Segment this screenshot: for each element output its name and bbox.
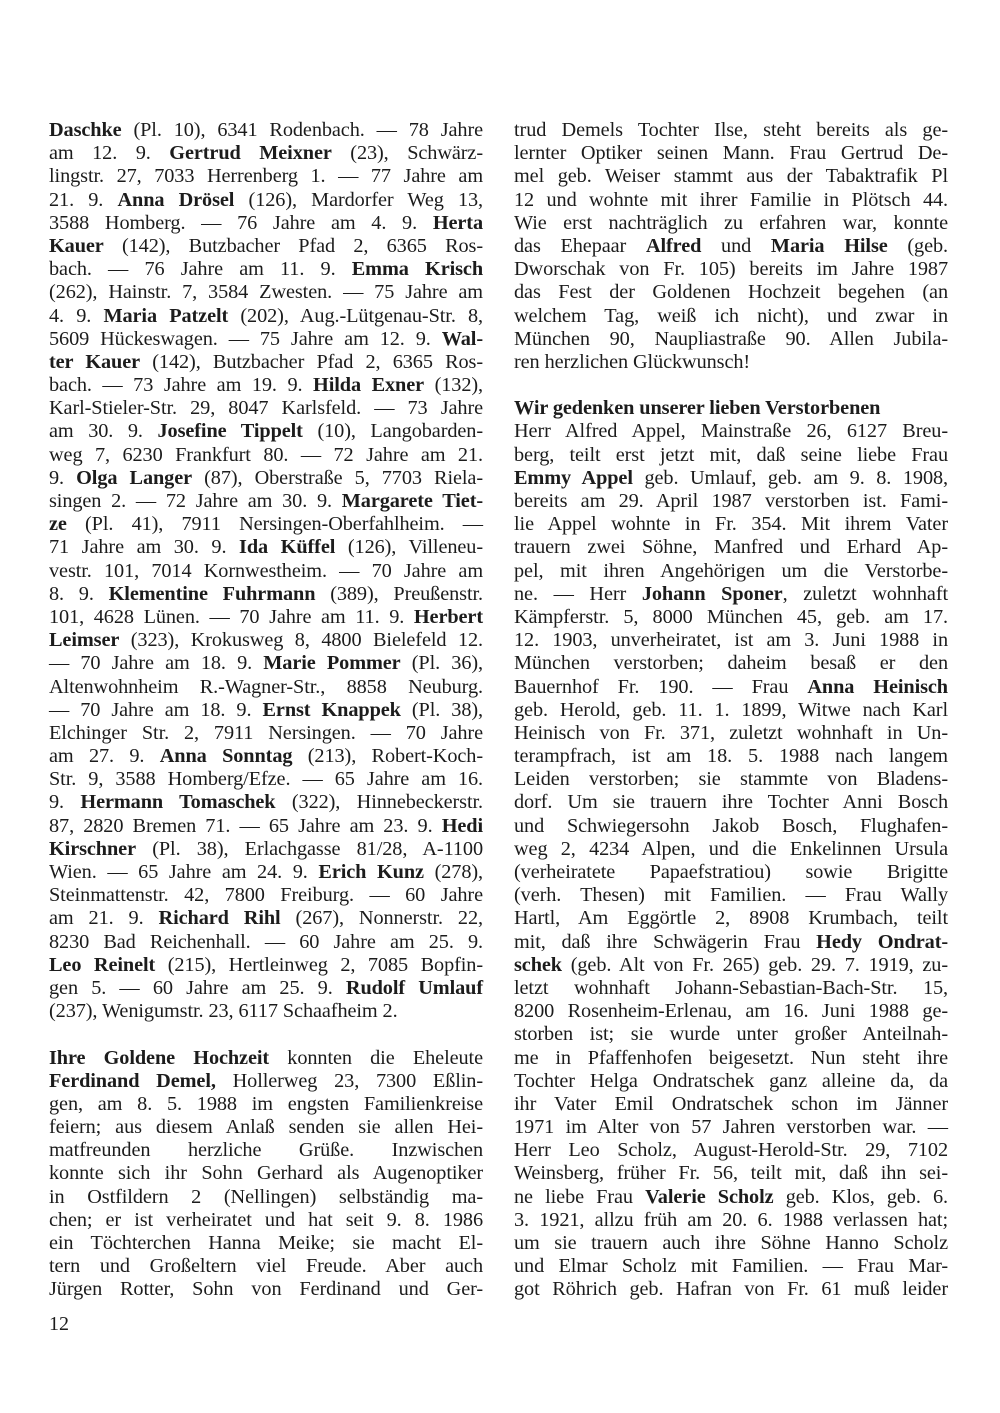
text-run: gen, am 8. 5. 1988 im engsten Familienkreise	[49, 1092, 483, 1115]
text-line	[49, 1116, 483, 1139]
text-run: 3. 1921, allzu früh am 20. 6. 1988 verlassen hat;	[514, 1208, 948, 1231]
text-run: Heinisch von Fr. 371, zuletzt wohnhaft in Un-	[514, 721, 948, 744]
text-run: in Ostfildern 2 (Nellingen) selbständig ma-	[49, 1185, 483, 1208]
text-line	[514, 328, 948, 351]
text-run: (262), Hainstr. 7, 3584 Zwesten. — 75 Jahre am	[49, 281, 483, 304]
text-run: storben ist; sie wurde unter großer Anteilnah-	[514, 1023, 948, 1046]
text-line	[49, 235, 483, 258]
text-line	[514, 1162, 948, 1185]
text-line	[514, 815, 948, 838]
text-line	[49, 676, 483, 699]
text-line	[49, 258, 483, 281]
text-line	[514, 931, 948, 954]
text-run: (142), Butzbacher Pfad 2, 6365 Ros-	[140, 350, 484, 373]
text-run: 21. 9.	[49, 188, 118, 211]
text-run: (132),	[424, 374, 484, 397]
text-run: (geb. Alt von Fr. 265) geb. 29. 7. 1919, zu-	[561, 953, 948, 976]
text-line	[49, 1047, 483, 1070]
text-line	[514, 281, 948, 304]
text-run: Wien. — 65 Jahre am 24. 9.	[49, 861, 319, 883]
text-line	[514, 1047, 948, 1070]
text-line	[49, 1232, 483, 1255]
text-run: 87, 2820 Bremen 71. — 65 Jahre am 23. 9.	[49, 814, 442, 837]
bold-name: Ida Küffel	[239, 536, 336, 559]
bold-name: Olga Langer	[76, 466, 193, 489]
text-run: (23), Schwärz-	[331, 142, 483, 165]
bold-name: Maria Patzelt	[103, 304, 229, 327]
text-line	[49, 722, 483, 745]
text-run: Hollerweg 23, 7300 Eßlin-	[215, 1069, 483, 1092]
text-run: 71 Jahre am 30. 9.	[49, 536, 240, 559]
bold-name: Daschke	[49, 119, 122, 141]
text-run: München 90, Naupliastraße 90. Allen Jubila-	[514, 327, 948, 350]
text-line	[514, 212, 948, 235]
text-line	[514, 1116, 948, 1139]
bold-name: Hedy Ondrat-	[816, 930, 948, 953]
bold-name: Marie Pommer	[263, 652, 401, 675]
text-line	[49, 745, 483, 768]
text-run: — 70 Jahre am 18. 9.	[49, 698, 263, 721]
text-line	[49, 212, 483, 235]
text-run: (126), Mardorfer Weg 13,	[234, 188, 484, 211]
text-line	[49, 606, 483, 629]
text-run: (213), Robert-Koch-	[292, 745, 483, 768]
text-run: ne liebe Frau	[514, 1185, 646, 1208]
bold-name: Ferdinand Demel,	[49, 1069, 216, 1092]
paragraph	[514, 119, 948, 374]
text-run: 8. 9.	[49, 582, 109, 605]
text-run: 12. 1903, unverheiratet, ist am 3. Juni 1988 in	[514, 629, 948, 652]
text-run: (10), Langobarden-	[302, 420, 483, 443]
text-run: 8230 Bad Reichenhall. — 60 Jahre am 25. 9.	[49, 930, 483, 953]
text-line	[514, 791, 948, 814]
text-line	[514, 606, 948, 629]
text-run: (237), Wenigumstr. 23, 6117 Schaafheim 2.	[49, 1000, 398, 1023]
text-line	[514, 1255, 948, 1278]
text-line	[514, 1000, 948, 1023]
text-line	[49, 328, 483, 351]
text-run: (126), Villeneu-	[335, 536, 483, 559]
bold-name: Hermann Tomaschek	[80, 791, 276, 814]
paragraph	[514, 397, 948, 1301]
text-line	[49, 838, 483, 861]
text-line	[514, 467, 948, 490]
text-line	[49, 1000, 483, 1023]
text-line	[514, 1070, 948, 1093]
text-run: got Röhrich geb. Hafran von Fr. 61 muß leider	[514, 1278, 948, 1301]
bold-name: Rudolf Umlauf	[345, 976, 484, 999]
text-run: singen 2. — 72 Jahre am 30. 9.	[49, 490, 342, 512]
text-run: (202), Aug.-Lütgenau-Str. 8,	[228, 304, 483, 327]
text-line	[49, 768, 483, 791]
text-run: (389), Preußenstr.	[315, 582, 483, 605]
text-line	[49, 907, 483, 930]
text-run: (Pl. 38),	[400, 698, 483, 721]
text-line	[514, 165, 948, 188]
text-run: 3588 Homberg. — 76 Jahre am 4. 9.	[49, 211, 433, 234]
text-run: konnte sich ihr Sohn Gerhard als Augenoptiker	[49, 1162, 483, 1185]
text-run: (Pl. 41), 7911 Nersingen-Oberfahlheim. —	[66, 513, 483, 536]
text-line	[514, 490, 948, 513]
text-line	[49, 1255, 483, 1278]
text-run: (geb.	[887, 234, 948, 257]
text-run: Dworschak von Fr. 105) bereits im Jahre 1987	[514, 258, 948, 281]
text-line	[49, 536, 483, 559]
text-run: trauern zwei Söhne, Manfred und Erhard Ap-	[514, 536, 948, 559]
text-run: ihr Vater Emil Ondratschek schon im Jänner	[514, 1092, 948, 1115]
text-line	[49, 1209, 483, 1232]
bold-name: Ihre Goldene Hochzeit	[49, 1046, 270, 1069]
text-run: (322), Hinnebeckerstr.	[275, 791, 483, 814]
text-line	[49, 931, 483, 954]
left-column	[49, 119, 483, 1302]
text-run: terampfrach, ist am 18. 5. 1988 nach langem	[514, 745, 948, 768]
text-line	[514, 629, 948, 652]
section-heading: Wir gedenken unserer lieben Verstorbenen	[514, 397, 881, 420]
text-run: (Pl. 36),	[400, 652, 483, 675]
text-run: (278),	[423, 861, 483, 883]
text-run: Karl-Stieler-Str. 29, 8047 Karlsfeld. — 73 Jahre	[49, 397, 483, 420]
bold-name: Emma Krisch	[351, 258, 483, 281]
bold-name: ze	[49, 513, 67, 536]
text-line	[514, 676, 948, 699]
text-line	[514, 652, 948, 675]
text-line	[49, 977, 483, 1000]
text-line	[514, 977, 948, 1000]
bold-name: Erich Kunz	[318, 861, 424, 883]
text-line	[49, 119, 483, 142]
text-run: Hartl, Am Eggörtle 2, 8908 Krumbach, teilt	[514, 907, 948, 930]
text-line	[514, 560, 948, 583]
text-line	[514, 189, 948, 212]
text-line	[514, 1186, 948, 1209]
text-run: bereits am 29. April 1987 verstorben ist. Fami-	[514, 490, 948, 512]
text-line	[514, 699, 948, 722]
bold-name: Herta	[432, 211, 483, 234]
text-line	[49, 699, 483, 722]
text-line	[49, 1139, 483, 1162]
text-run: (Pl. 10), 6341 Rodenbach. — 78 Jahre	[121, 119, 483, 141]
text-run: 9.	[49, 466, 77, 489]
text-line	[514, 305, 948, 328]
text-run: gen 5. — 60 Jahre am 25. 9.	[49, 976, 346, 999]
text-line	[514, 861, 948, 884]
text-run: 8200 Rosenheim-Erlenau, am 16. Juni 1988 ge-	[514, 1000, 948, 1023]
text-line	[514, 1232, 948, 1255]
text-line	[514, 745, 948, 768]
bold-name: Johann Sponer	[641, 582, 783, 605]
text-line	[514, 235, 948, 258]
text-line	[49, 374, 483, 397]
text-run: das Fest der Goldenen Hochzeit begehen (an	[514, 281, 948, 304]
text-run: das Ehepaar	[514, 234, 646, 257]
text-run: und Schwiegersohn Jakob Bosch, Flughafen-	[514, 814, 948, 837]
text-line	[49, 1186, 483, 1209]
bold-name: Klementine Fuhrmann	[108, 582, 316, 605]
text-line	[514, 1139, 948, 1162]
text-run: ne. — Herr	[514, 582, 642, 605]
text-run: dorf. Um sie trauern ihre Tochter Anni Bosch	[514, 791, 948, 814]
text-line	[514, 1278, 948, 1301]
text-run: matfreunden herzliche Grüße. Inzwischen	[49, 1139, 483, 1162]
text-run: ein Töchterchen Hanna Meike; sie macht El-	[49, 1232, 483, 1254]
bold-name: Ernst Knappek	[262, 698, 401, 721]
bold-name: Richard Rihl	[158, 907, 281, 930]
text-line	[49, 444, 483, 467]
text-run: Herr Alfred Appel, Mainstraße 26, 6127 Breu-	[514, 420, 948, 443]
bold-name: Wal-	[441, 327, 483, 350]
text-run: (142), Butzbacher Pfad 2, 6365 Ros-	[103, 234, 483, 257]
text-line	[49, 560, 483, 583]
paragraph	[49, 1047, 483, 1302]
bold-name: Anna Sonntag	[159, 745, 293, 768]
text-line	[49, 1070, 483, 1093]
text-run: (verh. Thesen) mit Familien. — Frau Wally	[514, 884, 948, 907]
text-line	[514, 351, 948, 374]
text-run: me in Pfaffenhofen beigesetzt. Nun steht ihre	[514, 1046, 948, 1069]
text-run: 12 und wohnte mit ihrer Familie in Plötsch 44.	[514, 188, 948, 211]
text-line	[49, 583, 483, 606]
text-line	[49, 1093, 483, 1116]
text-line	[49, 420, 483, 443]
text-line	[514, 884, 948, 907]
text-run: lingstr. 27, 7033 Herrenberg 1. — 77 Jahre am	[49, 165, 483, 188]
text-run: (verheiratete Papaefstratiou) sowie Brigitte	[514, 861, 948, 883]
bold-name: Leimser	[49, 629, 120, 652]
text-line	[514, 444, 948, 467]
text-run: weg 2, 4234 Alpen, und die Enkelinnen Ursula	[514, 837, 948, 860]
right-column	[514, 119, 948, 1302]
text-run: Tochter Helga Ondratschek ganz alleine da, da	[514, 1069, 948, 1092]
text-line	[49, 397, 483, 420]
text-line	[514, 258, 948, 281]
text-run: Kämpferstr. 5, 8000 München 45, geb. am 17.	[514, 605, 948, 628]
text-run: am 30. 9.	[49, 420, 158, 443]
bold-name: Alfred	[645, 234, 702, 257]
bold-name: Kirschner	[49, 837, 136, 860]
text-run: welchem Tag, weiß ich nicht), und zwar in	[514, 304, 948, 327]
text-line	[514, 536, 948, 559]
text-line	[49, 629, 483, 652]
bold-name: Emmy Appel	[514, 466, 633, 489]
text-run: lie Appel wohnte in Fr. 354. Mit ihrem Vater	[514, 513, 948, 536]
bold-name: Josefine Tippelt	[157, 420, 303, 443]
bold-name: Anna Drösel	[117, 188, 235, 211]
text-run: München verstorben; daheim besaß er den	[514, 652, 948, 675]
text-line	[49, 189, 483, 212]
text-line	[49, 351, 483, 374]
text-run: und	[701, 234, 771, 257]
text-run: tern und Großeltern viel Freude. Aber auch	[49, 1255, 483, 1278]
text-run: chen; er ist verheiratet und hat seit 9. 8. 1986	[49, 1208, 483, 1231]
text-run: geb. Klos, geb. 6.	[773, 1185, 948, 1208]
text-run: vestr. 101, 7014 Kornwestheim. — 70 Jahre am	[49, 559, 483, 582]
text-line	[49, 513, 483, 536]
bold-name: ter Kauer	[49, 350, 141, 373]
text-run: konnten die Eheleute	[269, 1046, 483, 1069]
text-run: Herr Leo Scholz, August-Herold-Str. 29, 7102	[514, 1139, 948, 1162]
text-run: 5609 Hückeswagen. — 75 Jahre am 12. 9.	[49, 327, 442, 350]
text-run: , zuletzt wohnhaft	[782, 582, 949, 605]
text-run: lernter Optiker seinen Mann. Frau Gertrud De-	[514, 142, 948, 165]
text-run: um sie trauern auch ihre Söhne Hanno Scholz	[514, 1232, 948, 1254]
text-line	[49, 791, 483, 814]
bold-name: Herbert	[413, 605, 483, 628]
text-run: ren herzlichen Glückwunsch!	[514, 350, 751, 373]
text-run: bach. — 76 Jahre am 11. 9.	[49, 258, 352, 281]
text-line	[49, 165, 483, 188]
bold-name: schek	[514, 953, 562, 976]
text-line	[514, 513, 948, 536]
text-run: Weinsberg, früher Fr. 56, teilt mit, daß ihn sei-	[514, 1162, 948, 1185]
bold-name: Kauer	[49, 234, 104, 257]
text-line	[49, 490, 483, 513]
paragraph	[49, 119, 483, 1023]
text-run: geb. Umlauf, geb. am 9. 8. 1908,	[632, 466, 948, 489]
bold-name: Hedi	[441, 814, 483, 837]
text-run: weg 7, 6230 Frankfurt 80. — 72 Jahre am 21.	[49, 443, 483, 466]
text-run: trud Demels Tochter Ilse, steht bereits als ge-	[514, 119, 948, 141]
text-run: Wie erst nachträglich zu erfahren war, konnte	[514, 211, 948, 234]
bold-name: Margarete Tiet-	[341, 490, 484, 512]
page-number: 12	[49, 1313, 69, 1335]
text-run: berg, teilt erst jetzt mit, daß seine liebe Frau	[514, 443, 948, 466]
text-run: 1971 im Alter von 57 Jahren verstorben war. —	[514, 1116, 948, 1139]
text-line	[49, 652, 483, 675]
text-run: Str. 9, 3588 Homberg/Efze. — 65 Jahre am 16.	[49, 768, 483, 791]
text-run: bach. — 73 Jahre am 19. 9.	[49, 374, 314, 397]
text-run: letzt wohnhaft Johann-Sebastian-Bach-Str. 15,	[514, 976, 948, 999]
text-run: mit, daß ihre Schwägerin Frau	[514, 930, 817, 953]
text-run: am 12. 9.	[49, 142, 170, 165]
text-run: am 21. 9.	[49, 907, 159, 930]
text-line	[514, 907, 948, 930]
text-line	[49, 861, 483, 884]
text-line	[49, 884, 483, 907]
text-line	[514, 1093, 948, 1116]
text-run: feiern; aus diesem Anlaß senden sie allen Hei-	[49, 1116, 483, 1139]
bold-name: Anna Heinisch	[807, 675, 948, 698]
text-run: (323), Krokusweg 8, 4800 Bielefeld 12.	[119, 629, 483, 652]
bold-name: Maria Hilse	[770, 234, 888, 257]
text-line	[49, 281, 483, 304]
text-line	[49, 1278, 483, 1301]
bold-name: Leo Reinelt	[49, 953, 156, 976]
text-run: Altenwohnheim R.-Wagner-Str., 8858 Neuburg.	[49, 675, 483, 698]
text-run: geb. Herold, geb. 11. 1. 1899, Witwe nach Karl	[514, 698, 948, 721]
text-run: — 70 Jahre am 18. 9.	[49, 652, 264, 675]
text-line	[514, 722, 948, 745]
text-line	[514, 583, 948, 606]
text-run: (215), Hertleinweg 2, 7085 Bopfin-	[155, 953, 483, 976]
text-run: Elchinger Str. 2, 7911 Nersingen. — 70 Jahre	[49, 721, 483, 744]
text-run: mel geb. Weiser stammt aus der Tabaktrafik Pl	[514, 165, 948, 188]
text-run: am 27. 9.	[49, 745, 160, 768]
text-line	[514, 420, 948, 443]
text-line	[49, 1162, 483, 1185]
text-run: (Pl. 38), Erlachgasse 81/28, A-1100	[135, 837, 483, 860]
text-run: (267), Nonnerstr. 22,	[280, 907, 483, 930]
text-run: 4. 9.	[49, 304, 104, 327]
text-line	[514, 838, 948, 861]
bold-name: Hilda Exner	[313, 374, 425, 397]
text-line	[49, 815, 483, 838]
text-line	[514, 1209, 948, 1232]
text-run: pel, mit ihren Angehörigen um die Verstorbe-	[514, 559, 948, 582]
text-run: Jürgen Rotter, Sohn von Ferdinand und Ger-	[49, 1278, 483, 1301]
bold-name: Valerie Scholz	[645, 1185, 774, 1208]
text-run: Steinmattenstr. 42, 7800 Freiburg. — 60 Jahre	[49, 884, 483, 907]
text-run: 101, 4628 Lünen. — 70 Jahre am 11. 9.	[49, 605, 414, 628]
text-run: 9.	[49, 791, 81, 814]
text-run: (87), Oberstraße 5, 7703 Riela-	[192, 466, 483, 489]
text-line	[49, 954, 483, 977]
text-line	[49, 142, 483, 165]
text-run: Bauernhof Fr. 190. — Frau	[514, 675, 808, 698]
text-line	[514, 142, 948, 165]
text-line	[514, 1023, 948, 1046]
text-run: Leiden verstorben; sie stammte von Bladens-	[514, 768, 948, 791]
text-line	[514, 119, 948, 142]
text-line	[49, 467, 483, 490]
text-line	[514, 954, 948, 977]
text-run: und Elmar Scholz mit Familien. — Frau Mar-	[514, 1255, 948, 1278]
bold-name: Gertrud Meixner	[169, 142, 332, 165]
text-line	[49, 305, 483, 328]
text-line	[514, 768, 948, 791]
